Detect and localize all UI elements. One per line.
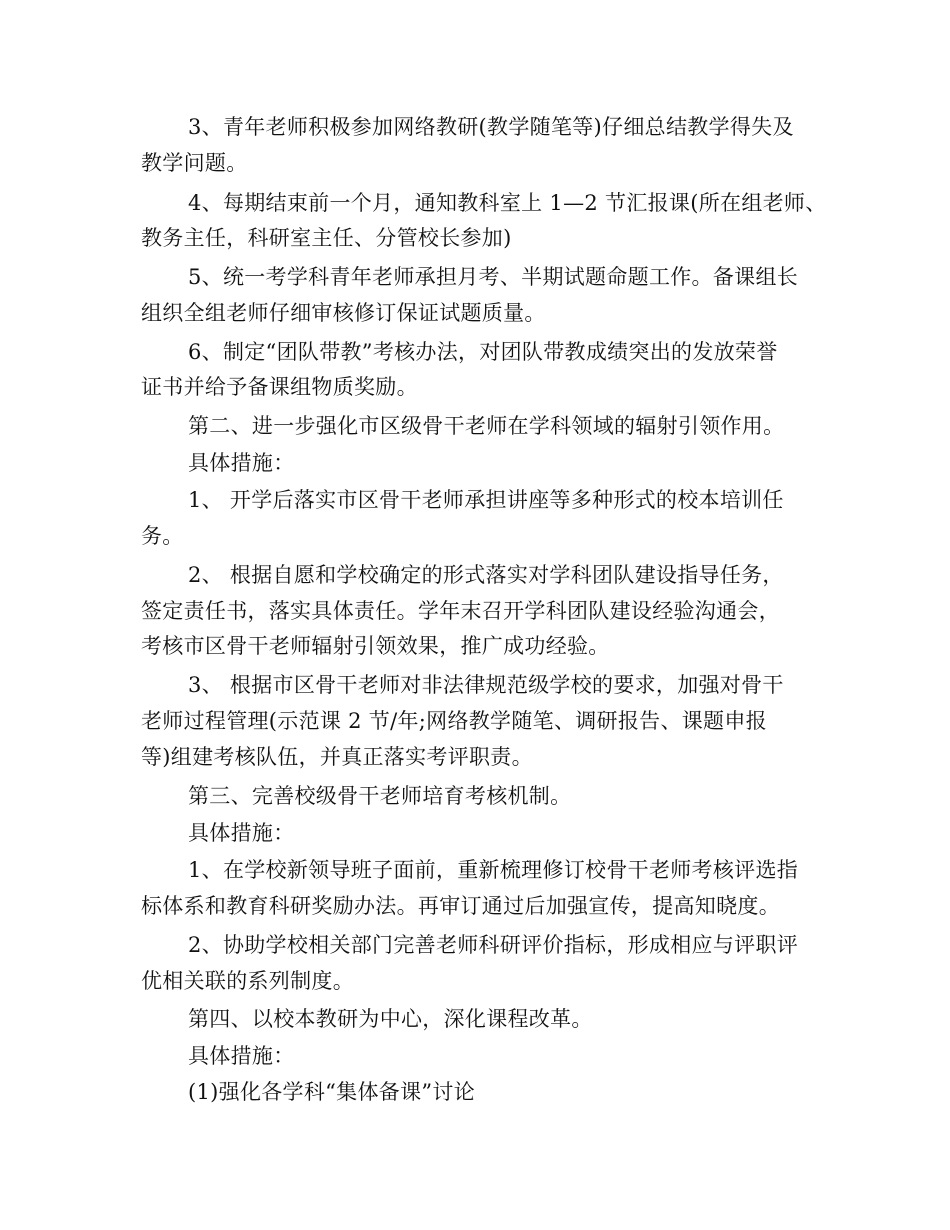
paragraph-line: 老师过程管理(示范课 2 节/年;网络教学随笔、调研报告、课题申报 bbox=[141, 709, 767, 733]
paragraph-line: 1、在学校新领导班子面前，重新梳理修订校骨干老师考核评选指 bbox=[188, 858, 799, 882]
paragraph-line: 3、 根据市区骨干老师对非法律规范级学校的要求，加强对骨干 bbox=[188, 673, 784, 697]
subheading: 具体措施： bbox=[188, 821, 295, 845]
paragraph-line: 签定责任书，落实具体责任。学年末召开学科团队建设经验沟通会， bbox=[141, 599, 780, 623]
paragraph-line: 优相关联的系列制度。 bbox=[141, 969, 354, 993]
paragraph-line: 教务主任，科研室主任、分管校长参加) bbox=[141, 226, 512, 250]
paragraph-line: 6、制定“团队带教”考核办法，对团队带教成绩突出的发放荣誉 bbox=[188, 340, 778, 364]
paragraph-line: 2、协助学校相关部门完善老师科研评价指标，形成相应与评职评 bbox=[188, 933, 799, 957]
paragraph-line: 教学问题。 bbox=[141, 151, 248, 175]
paragraph-line: 证书并给予备课组物质奖励。 bbox=[141, 375, 418, 399]
paragraph-line: (1)强化各学科“集体备课”讨论 bbox=[188, 1080, 476, 1104]
paragraph-line: 3、青年老师积极参加网络教研(教学随笔等)仔细总结教学得失及 bbox=[188, 115, 794, 139]
paragraph-line: 考核市区骨干老师辐射引领效果，推广成功经验。 bbox=[141, 634, 610, 658]
paragraph-line: 等)组建考核队伍，并真正落实考评职责。 bbox=[141, 745, 533, 769]
paragraph-line: 1、 开学后落实市区骨干老师承担讲座等多种形式的校本培训任 bbox=[188, 488, 784, 512]
paragraph-line: 标体系和教育科研奖励办法。再审订通过后加强宣传，提高知晓度。 bbox=[141, 894, 780, 918]
paragraph-line: 4、每期结束前一个月，通知教科室上 1—2 节汇报课(所在组老师、 bbox=[188, 191, 827, 215]
paragraph-line: 组织全组老师仔细审核修订保证试题质量。 bbox=[141, 301, 546, 325]
section-heading: 第三、完善校级骨干老师培育考核机制。 bbox=[188, 784, 572, 808]
section-heading: 第二、进一步强化市区级骨干老师在学科领域的辐射引领作用。 bbox=[188, 414, 785, 438]
subheading: 具体措施： bbox=[188, 1044, 295, 1068]
paragraph-line: 务。 bbox=[141, 524, 184, 548]
subheading: 具体措施： bbox=[188, 451, 295, 475]
section-heading: 第四、以校本教研为中心，深化课程改革。 bbox=[188, 1007, 593, 1031]
paragraph-line: 2、 根据自愿和学校确定的形式落实对学科团队建设指导任务， bbox=[188, 563, 784, 587]
paragraph-line: 5、统一考学科青年老师承担月考、半期试题命题工作。备课组长 bbox=[188, 265, 799, 289]
